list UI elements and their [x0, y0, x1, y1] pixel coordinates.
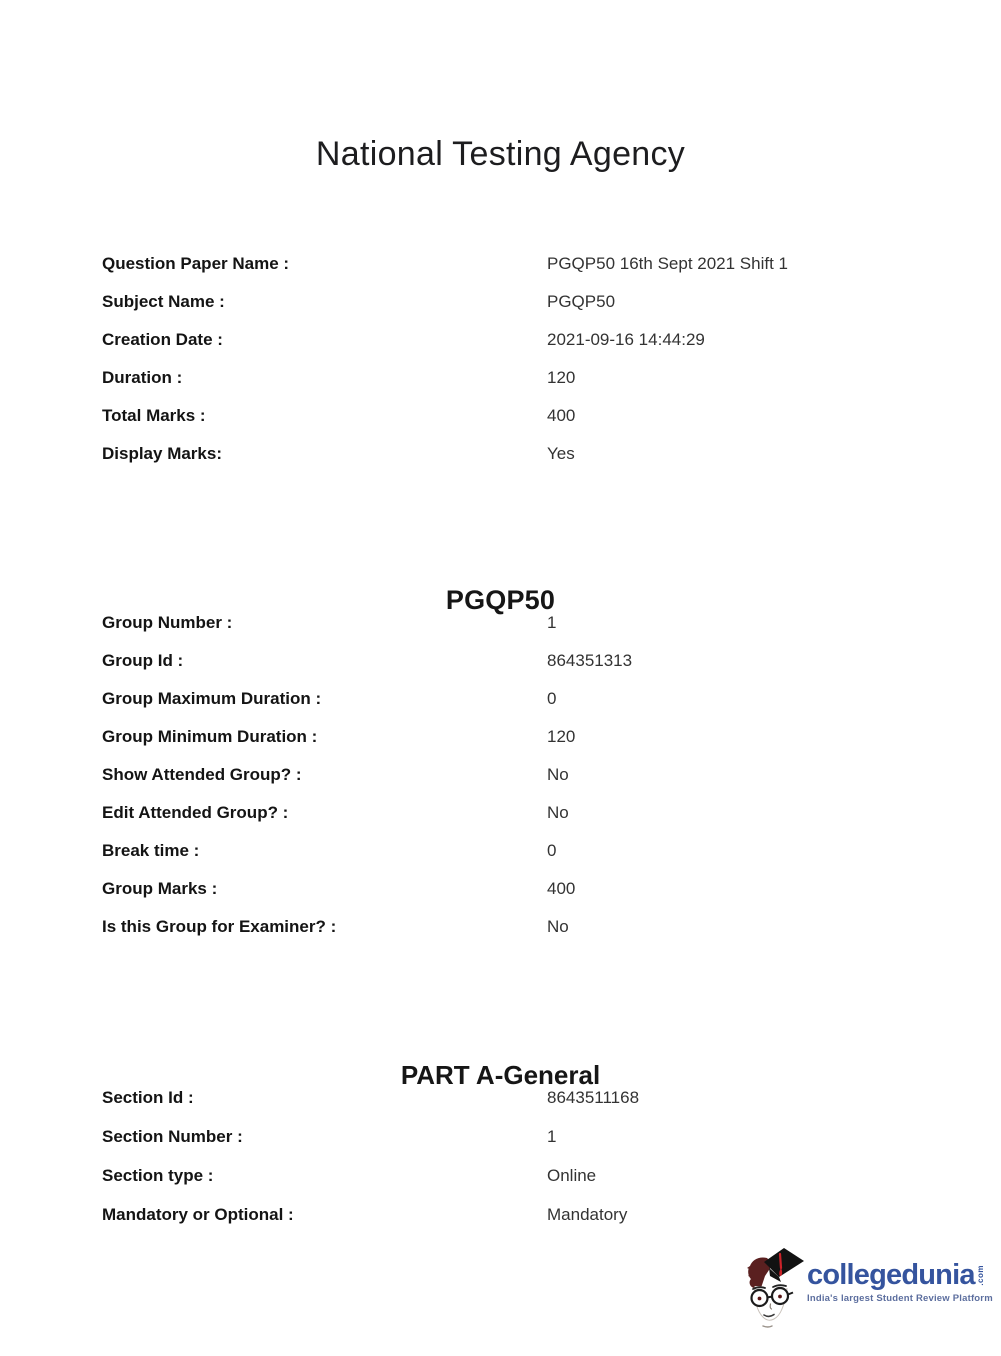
- group-section-heading: PGQP50: [445, 585, 556, 616]
- info-row-edit-attended-group: [102, 794, 981, 832]
- info-row-question-paper-name: [102, 245, 981, 283]
- brand-tagline: India's largest Student Review Platform: [807, 1293, 993, 1304]
- field-value: 2021-09-16 14:44:29: [547, 330, 705, 349]
- info-row-mandatory-optional: [102, 1195, 981, 1234]
- info-row-total-marks: [102, 397, 981, 435]
- info-row-group-max-duration: [102, 680, 981, 718]
- brand-name: collegedunia: [807, 1259, 975, 1291]
- field-label: Section Number :: [102, 1126, 243, 1146]
- field-label: Group Maximum Duration :: [102, 689, 322, 708]
- field-value: 120: [547, 727, 576, 746]
- logo-text-block: [805, 1246, 993, 1304]
- brand-line: [807, 1260, 993, 1290]
- field-value: 400: [547, 879, 576, 898]
- field-value: 0: [547, 841, 557, 860]
- field-label: Creation Date :: [102, 330, 223, 349]
- field-value: 120: [547, 368, 576, 387]
- info-row-break-time: [102, 832, 981, 870]
- info-row-duration: [102, 359, 981, 397]
- field-label: Break time :: [102, 841, 200, 860]
- field-label: Duration :: [102, 368, 183, 387]
- info-row-group-number: [102, 604, 981, 642]
- field-value: 8643511168: [547, 1087, 640, 1107]
- info-row-section-id: [102, 1078, 981, 1117]
- collegedunia-mascot-icon: [743, 1246, 805, 1330]
- collegedunia-logo: [743, 1246, 993, 1336]
- field-value: No: [547, 917, 569, 936]
- info-row-show-attended-group: [102, 756, 981, 794]
- field-label: Is this Group for Examiner? :: [102, 917, 337, 936]
- field-label: Group Minimum Duration :: [102, 727, 318, 746]
- info-row-section-type: [102, 1156, 981, 1195]
- field-value: No: [547, 803, 569, 822]
- field-value: 0: [547, 689, 557, 708]
- paper-info-block: [102, 245, 981, 473]
- field-value: Yes: [547, 444, 575, 463]
- field-label: Group Id :: [102, 651, 184, 670]
- info-row-section-number: [102, 1117, 981, 1156]
- info-row-group-for-examiner: [102, 908, 981, 946]
- field-value: 400: [547, 406, 576, 425]
- field-label: Group Marks :: [102, 879, 218, 898]
- field-value: No: [547, 765, 569, 784]
- field-label: Question Paper Name :: [102, 254, 290, 273]
- field-label: Show Attended Group? :: [102, 765, 302, 784]
- section-info-block: [102, 1078, 981, 1234]
- field-value: 1: [547, 1126, 557, 1146]
- field-label: Section Id :: [102, 1087, 194, 1107]
- info-row-subject-name: [102, 283, 981, 321]
- field-label: Subject Name :: [102, 292, 225, 311]
- field-value: Online: [547, 1165, 597, 1185]
- field-label: Section type :: [102, 1165, 214, 1185]
- page-title: National Testing Agency: [315, 134, 686, 173]
- field-label: Total Marks :: [102, 406, 206, 425]
- field-label: Group Number :: [102, 613, 233, 632]
- info-row-display-marks: [102, 435, 981, 473]
- field-value: PGQP50 16th Sept 2021 Shift 1: [547, 254, 788, 273]
- info-row-group-id: [102, 642, 981, 680]
- field-label: Mandatory or Optional :: [102, 1204, 294, 1224]
- info-row-group-marks: [102, 870, 981, 908]
- part-section-heading: PART A-General: [400, 1059, 601, 1090]
- brand-tld: .com: [975, 1265, 985, 1286]
- group-info-block: [102, 604, 981, 946]
- field-value: 1: [547, 613, 557, 632]
- field-value: PGQP50: [547, 292, 616, 311]
- field-value: 864351313: [547, 651, 633, 670]
- field-label: Edit Attended Group? :: [102, 803, 289, 822]
- field-value: Mandatory: [547, 1204, 628, 1224]
- info-row-creation-date: [102, 321, 981, 359]
- field-label: Display Marks:: [102, 444, 222, 463]
- info-row-group-min-duration: [102, 718, 981, 756]
